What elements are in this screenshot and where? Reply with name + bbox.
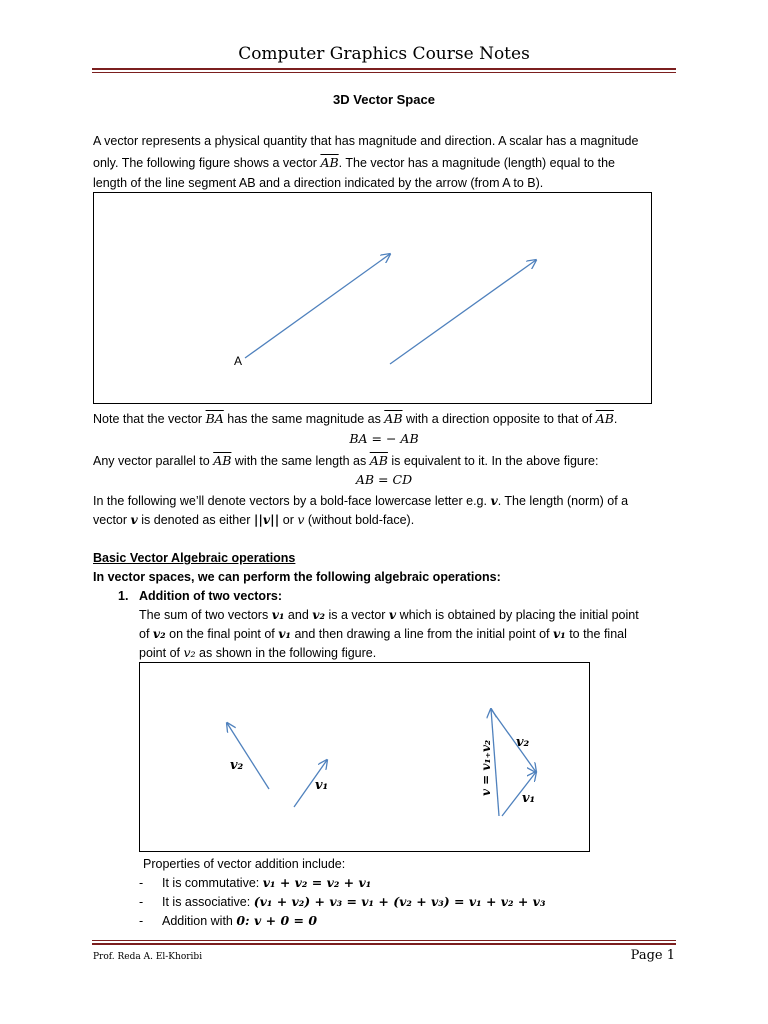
right-v2-label: v₂: [516, 735, 530, 750]
sum-text-1c: is a vector: [325, 608, 389, 622]
parallel-text-b: with the same length as: [231, 454, 370, 468]
bold-v2-b: v₂: [152, 626, 166, 641]
denote-text-2b: is denoted as either: [137, 513, 254, 527]
norm-v: ||v||: [253, 512, 280, 527]
sum-text-1d: which is obtained by placing the initial point: [396, 608, 639, 622]
vector-ab-3: $\overline{AB}$: [595, 411, 614, 426]
figure-1-frame: [93, 192, 652, 404]
equation-ab-cd: AB = CD: [355, 472, 413, 487]
bold-v-sum: v: [388, 607, 397, 622]
properties-heading: Properties of vector addition include:: [143, 857, 346, 871]
bold-v: v: [130, 512, 138, 527]
bold-v1-c: v₁: [552, 626, 566, 641]
intro-line-1: [93, 131, 675, 151]
page-header-title: Computer Graphics Course Notes: [238, 44, 530, 64]
note-line: Note that the vector $\overline{BA}$ has the same magnitude as $\overline{AB}$ with a direction opposite to that of $\overline{AB}$.: [93, 411, 618, 426]
sum-line-2: [139, 624, 675, 644]
sum-text-2c: and then drawing a line from the initial point of: [291, 627, 553, 641]
sum-text-2a: of: [139, 627, 153, 641]
vector-ab-4: $\overline{AB}$: [213, 453, 232, 468]
intro-text-1: A vector represents a physical quantity that has magnitude and direction. A scalar has a magnitude: [93, 134, 639, 148]
property-formula: (v₁ + v₂) + v₃ = v₁ + (v₂ + v₃) = v₁ + v₂ + v₃: [253, 894, 546, 909]
vector-ab-5: $\overline{AB}$: [369, 453, 388, 468]
sum-text-1a: The sum of two vectors: [139, 608, 272, 622]
denote-text-1a: In the following we’ll denote vectors by a bold-face lowercase letter e.g.: [93, 494, 491, 508]
footer-rule-top: [92, 940, 676, 941]
sum-text-2d: to the final: [565, 627, 627, 641]
intro-line-3: [93, 173, 675, 193]
property-formula: v₁ + v₂ = v₂ + v₁: [262, 875, 372, 890]
bold-v1-b: v₁: [278, 626, 291, 641]
bold-v-example: v: [490, 493, 498, 508]
footer-rule-bottom: [92, 943, 676, 945]
left-v2-label: v₂: [230, 758, 244, 773]
denote-text-1b: . The length (norm) of a: [497, 494, 629, 508]
vector-cd-arrow: [390, 260, 536, 364]
denote-text-2c: or: [279, 513, 298, 527]
header-rule-top: [92, 68, 676, 70]
left-v2-arrow: [227, 723, 269, 789]
vector-ab-2: $\overline{AB}$: [384, 411, 403, 426]
vector-ba: $\overline{BA}$: [205, 411, 224, 426]
sum-text-3b: as shown in the following figure.: [195, 646, 377, 660]
vector-ab-arrow: [245, 254, 390, 358]
property-label: Addition with: [162, 914, 237, 928]
denote-text-2a: vector: [93, 513, 131, 527]
property-zero: [139, 913, 317, 928]
intro-text-2b: . The vector has a magnitude (length) equal to the: [338, 156, 615, 170]
denote-text-2d: (without bold-face).: [304, 513, 415, 527]
parallel-text-a: Any vector parallel to: [93, 454, 214, 468]
bullet: -: [139, 895, 144, 909]
bold-v1: v₁: [271, 607, 285, 622]
equation-ba-neg-ab: BA = − AB: [349, 431, 419, 446]
vector-ab: $\overline{AB}$: [320, 155, 339, 170]
property-associative: [139, 894, 545, 909]
item-1-title: Addition of two vectors:: [139, 589, 283, 603]
right-v-label: v = v₁₊v₂: [479, 739, 493, 796]
basic-ops-subheading: In vector spaces, we can perform the following algebraic operations:: [93, 570, 501, 584]
denote-line-2: [93, 510, 675, 530]
sum-line-3: [139, 643, 675, 663]
footer-page-number: Page 1: [630, 948, 675, 963]
intro-text-3: length of the line segment AB and a direction indicated by the arrow (from A to B).: [93, 176, 544, 190]
point-a-label: A: [234, 354, 243, 368]
right-v2-arrow: [491, 709, 536, 772]
basic-ops-heading: Basic Vector Algebraic operations: [93, 551, 296, 565]
parallel-text-c: is equivalent to it. In the above figure:: [387, 454, 599, 468]
property-label: It is associative:: [162, 895, 254, 909]
bullet: -: [139, 914, 144, 928]
intro-text-2a: only. The following figure shows a vector: [93, 156, 321, 170]
parallel-line: [93, 451, 675, 471]
note-text-b: has the same magnitude as: [223, 412, 385, 426]
property-label: It is commutative:: [162, 876, 263, 890]
sum-line-1: [139, 605, 675, 625]
sum-text-1b: and: [284, 608, 313, 622]
note-text-a: Note that the vector: [93, 412, 206, 426]
figure-2-svg: [140, 663, 589, 851]
property-commutative: [139, 875, 371, 890]
bold-v2: v₂: [312, 607, 325, 622]
header-rule-bottom: [92, 72, 676, 73]
bullet: -: [139, 876, 144, 890]
property-formula: 0: v + 0 = 0: [236, 913, 318, 928]
sum-text-2b: on the final point of: [165, 627, 279, 641]
left-v1-label: v₁: [315, 778, 329, 793]
italic-v2: v₂: [183, 645, 196, 660]
figure-1-svg: [94, 193, 651, 403]
figure-2-frame: [139, 662, 590, 852]
sum-text-3a: point of: [139, 646, 184, 660]
note-text-c: with a direction opposite to that of: [402, 412, 596, 426]
right-v1-label: v₁: [522, 791, 536, 806]
footer-author: Prof. Reda A. El-Khoribi: [93, 952, 203, 962]
item-1-number: 1.: [118, 589, 129, 603]
plain-v: v: [297, 512, 305, 527]
intro-line-2: [93, 153, 675, 173]
section-title: 3D Vector Space: [333, 92, 435, 107]
denote-line-1: [93, 491, 675, 511]
